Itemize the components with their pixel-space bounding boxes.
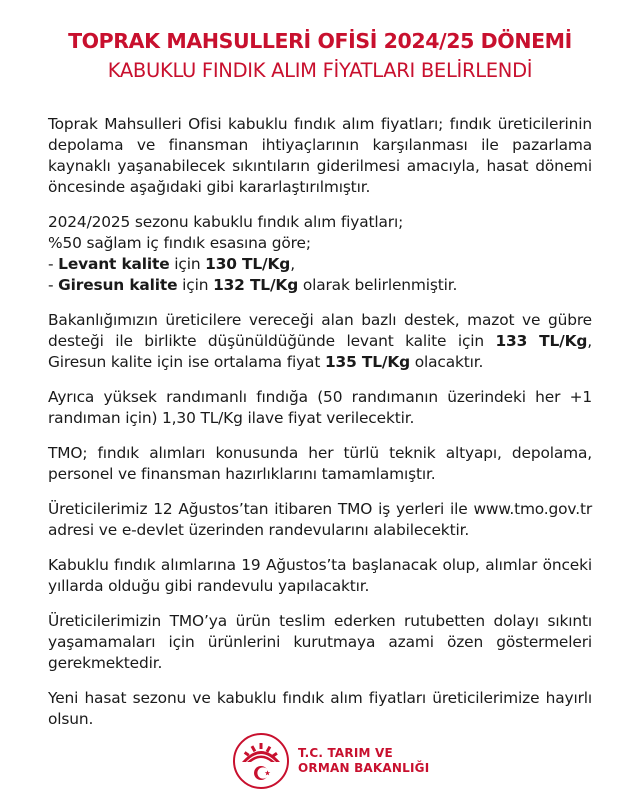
- support-text-a: Bakanlığımızın üreticilere vereceği alan bazlı destek, mazot ve gübre desteği ile birlikte düşünüldüğünde levant kalite için: [48, 311, 592, 350]
- paragraph-support-prices: [48, 310, 592, 373]
- levant-price-line: [48, 254, 592, 275]
- paragraph-moisture: Üreticilerimizin TMO’ya ürün teslim ederken rutubetten dolayı sıkıntı yaşamamaları için ürünlerini kurutmaya azami özen göstermeleri gerekmektedir.: [48, 612, 592, 672]
- levant-dash: -: [48, 255, 59, 273]
- levant-for-text: için: [169, 255, 206, 273]
- headline-subtitle: KABUKLU FINDIK ALIM FİYATLARI BELİRLENDİ: [107, 59, 533, 82]
- levant-end-text: ,: [290, 255, 295, 273]
- paragraph-start-date: Kabuklu fındık alımlarına 19 Ağustos’ta başlanacak olup, alımlar önceki yıllarda olduğu gibi randevulu yapılacaktır.: [48, 556, 592, 595]
- ministry-name: [298, 746, 429, 776]
- support-levant-price: 133 TL/Kg: [495, 332, 588, 350]
- paragraph-appointments: Üreticilerimiz 12 Ağustos’tan itibaren TMO iş yerleri ile www.tmo.gov.tr adresi ve e-devlet üzerinden randevularını alabilecektir.: [48, 500, 592, 539]
- giresun-dash: -: [48, 276, 59, 294]
- giresun-end-text: olarak belirlenmiştir.: [298, 276, 458, 294]
- paragraph-closing: Yeni hasat sezonu ve kabuklu fındık alım fiyatları üreticilerimize hayırlı olsun.: [48, 689, 592, 728]
- paragraph-yield-bonus: Ayrıca yüksek randımanlı fındığa (50 randımanın üzerindeki her +1 randıman için) 1,30 TL/Kg ilave fiyat verilecektir.: [48, 388, 592, 427]
- paragraph-preparations: TMO; fındık alımları konusunda her türlü teknik altyapı, depolama, personel ve finansman hazırlıklarını tamamlamıştır.: [48, 444, 592, 483]
- support-giresun-price: 135 TL/Kg: [324, 353, 410, 371]
- ministry-emblem-icon: [232, 732, 290, 790]
- giresun-price-value: 132 TL/Kg: [213, 276, 299, 294]
- giresun-price-line: [48, 275, 592, 296]
- levant-quality-label: Levant kalite: [58, 255, 170, 273]
- ministry-name-line1: T.C. TARIM VE: [298, 746, 393, 760]
- ministry-logo: [232, 732, 432, 790]
- paragraph-prices: [48, 212, 592, 296]
- announcement-body: [48, 114, 592, 730]
- levant-price-value: 130 TL/Kg: [205, 255, 291, 273]
- prices-intro-line: 2024/2025 sezonu kabuklu fındık alım fiyatları;: [48, 213, 404, 231]
- prices-basis-line: %50 sağlam iç fındık esasına göre;: [48, 234, 311, 252]
- headline-title: TOPRAK MAHSULLERİ OFİSİ 2024/25 DÖNEMİ: [68, 29, 572, 53]
- ministry-name-line2: ORMAN BAKANLIĞI: [298, 761, 430, 775]
- giresun-for-text: için: [177, 276, 214, 294]
- giresun-quality-label: Giresun kalite: [58, 276, 178, 294]
- support-text-c: olacaktır.: [409, 353, 484, 371]
- paragraph-intro: Toprak Mahsulleri Ofisi kabuklu fındık alım fiyatları; fındık üreticilerinin depolama ve finansman ihtiyaçlarının karşılanması ile pazarlama kaynaklı yaşanabilecek sıkıntıların giderilmesi amacıyla, hasat dönemi öncesinde aşağıdaki gibi kararlaştırılmıştır.: [48, 115, 592, 196]
- support-text-b: , Giresun kalite için ise ortalama fiyat: [48, 332, 592, 371]
